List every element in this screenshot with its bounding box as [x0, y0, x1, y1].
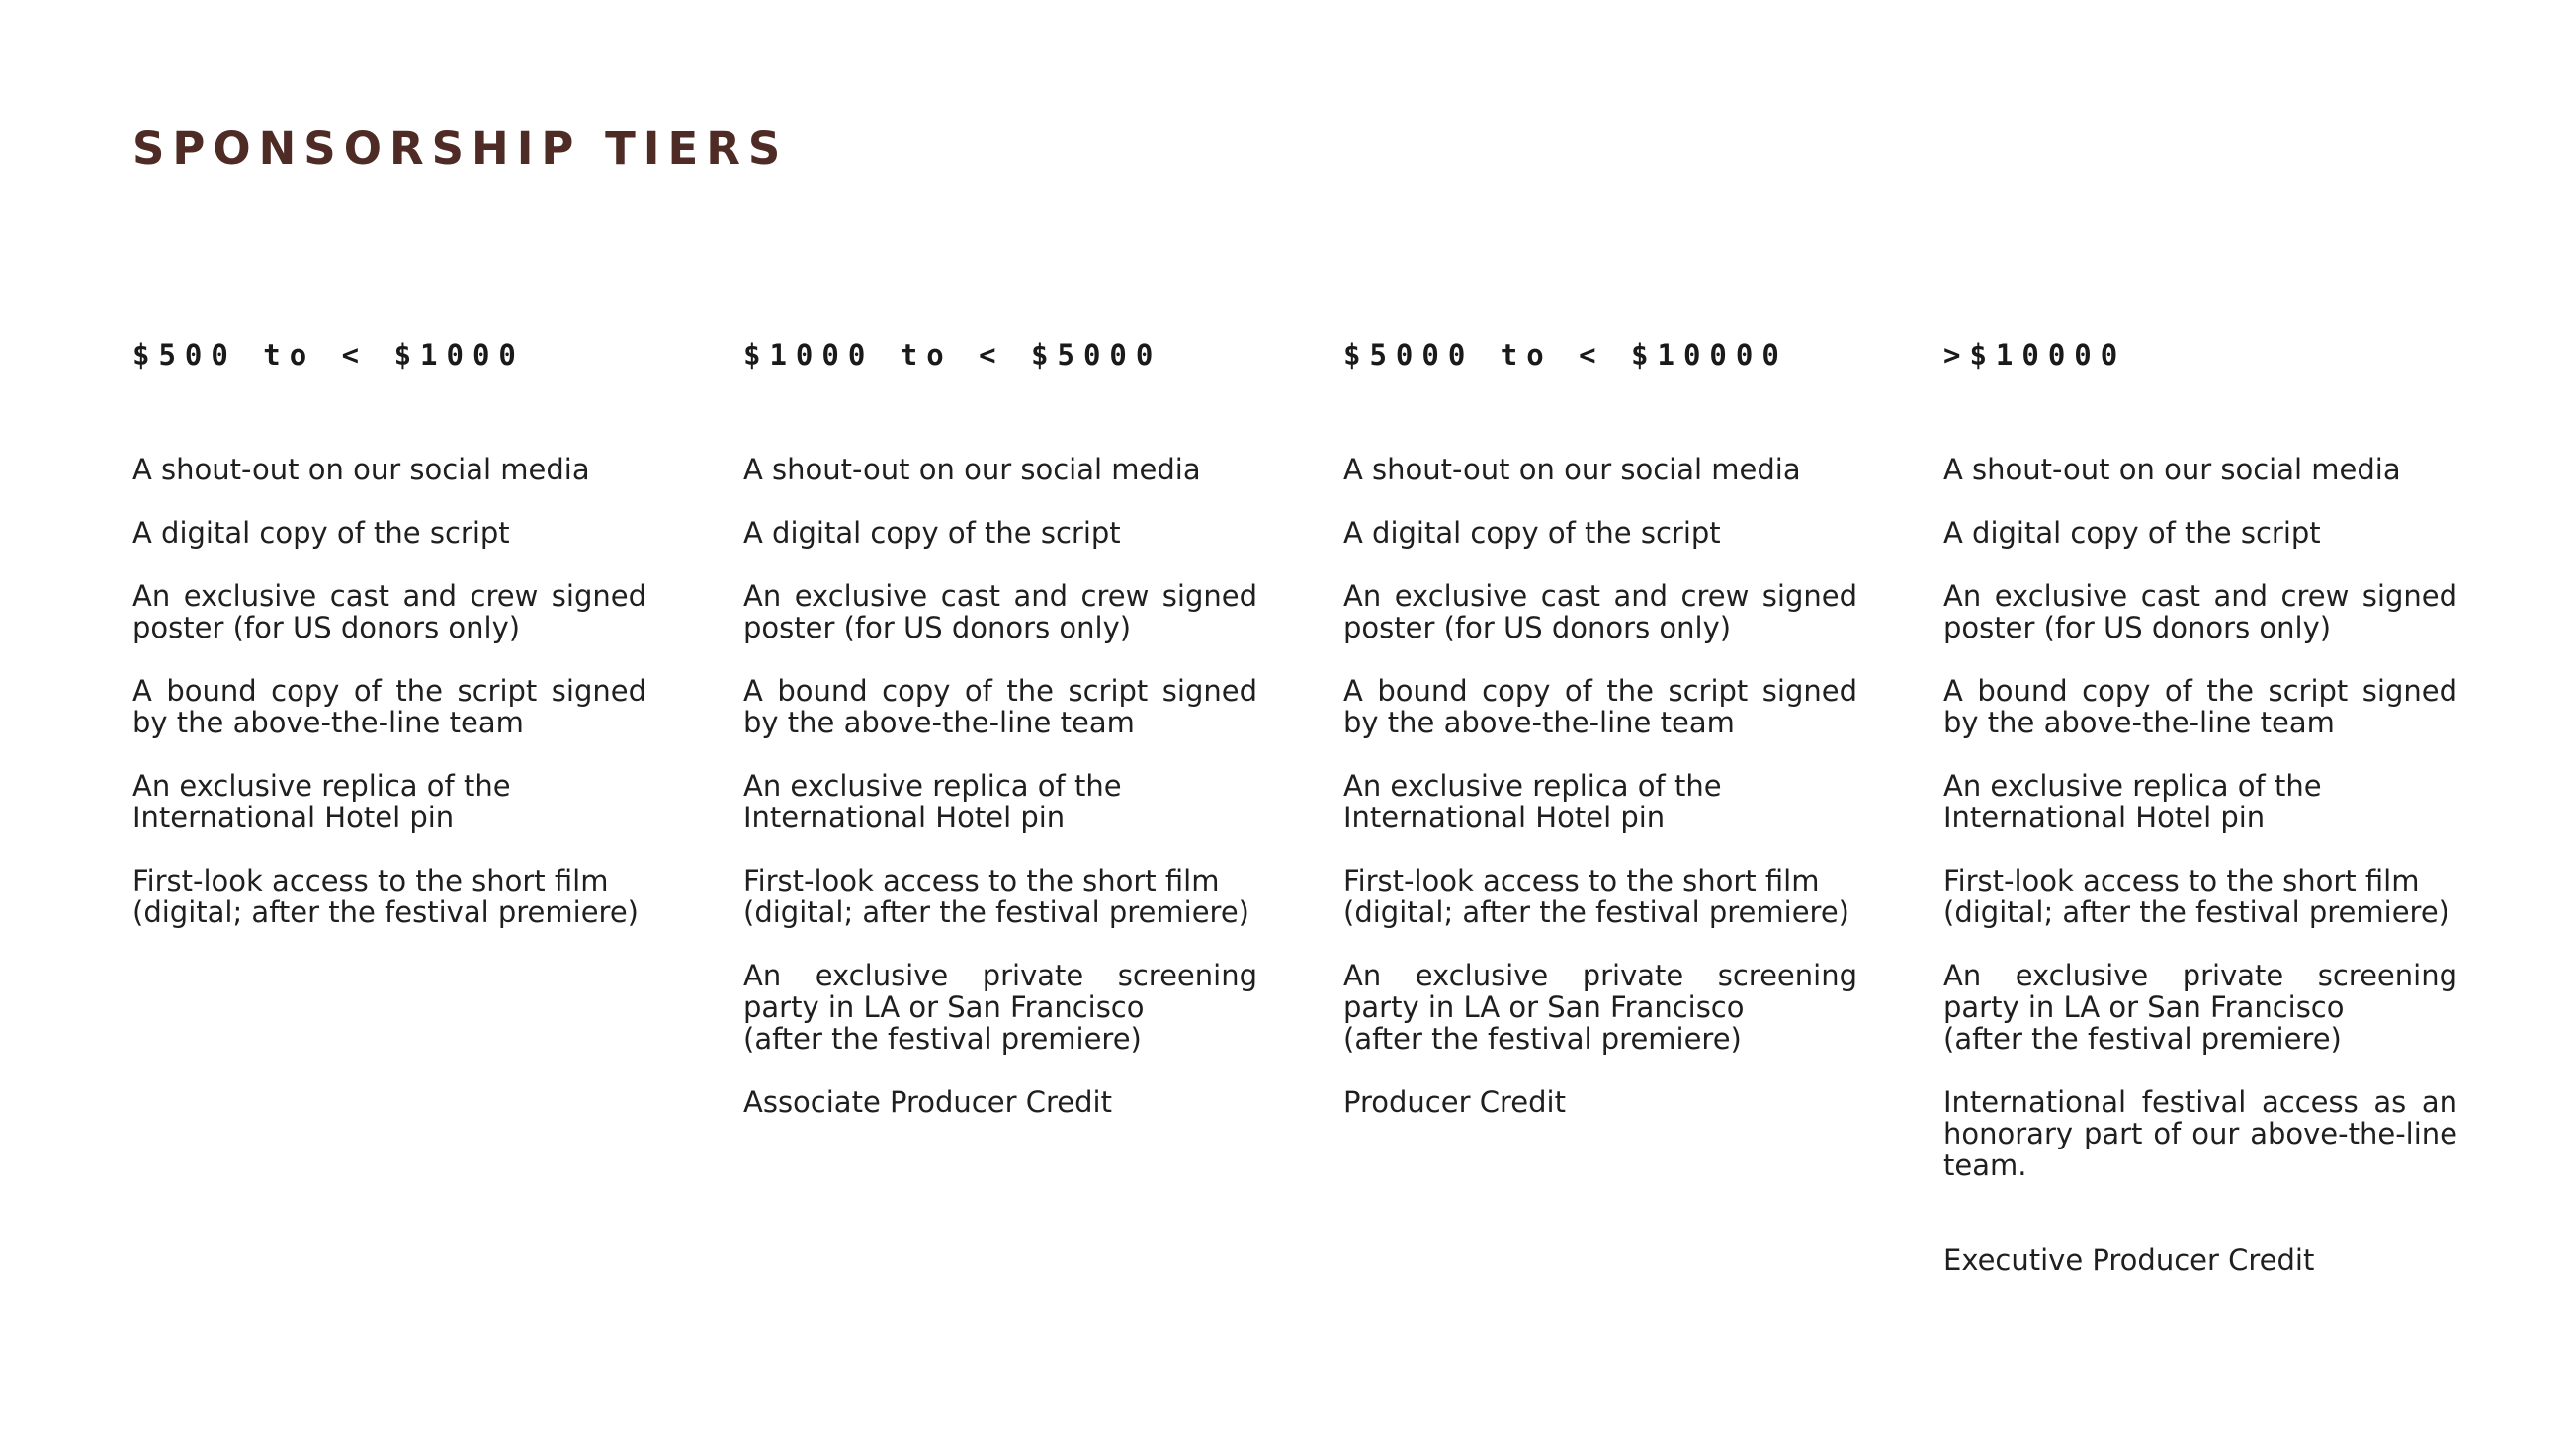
benefit-item: First-look access to the short film (digital; after the festival premiere)	[1943, 864, 2449, 929]
tier-heading: >$10000	[1943, 338, 2127, 372]
tier-column-500	[132, 338, 646, 960]
benefit-item: An exclusive cast and crew signed poster (for US donors only)	[743, 579, 1257, 644]
benefit-list	[132, 454, 646, 928]
benefit-list	[1343, 454, 1857, 1118]
tier-heading: $500 to < $1000	[132, 338, 525, 372]
benefit-item: A bound copy of the script signed by the above-the-line team	[1943, 674, 2457, 739]
tier-heading: $5000 to < $10000	[1343, 338, 1788, 372]
benefit-item: A digital copy of the script	[743, 516, 1121, 550]
benefit-item: Executive Producer Credit	[1943, 1243, 2315, 1277]
benefit-item: A digital copy of the script	[1943, 516, 2321, 550]
tier-column-10000	[1943, 338, 2457, 1308]
benefit-item: Associate Producer Credit	[743, 1085, 1112, 1119]
benefit-item: An exclusive replica of the International Hotel pin	[1343, 769, 1722, 834]
benefit-item: A bound copy of the script signed by the above-the-line team	[743, 674, 1257, 739]
benefit-item: An exclusive private screening party in LA or San Francisco (after the festival premiere)	[1343, 959, 1857, 1056]
benefit-item: An exclusive private screening party in LA or San Francisco (after the festival premiere)	[1943, 959, 2457, 1056]
benefit-item: An exclusive replica of the International Hotel pin	[1943, 769, 2322, 834]
benefit-item: A bound copy of the script signed by the above-the-line team	[132, 674, 646, 739]
benefit-item: A shout-out on our social media	[1943, 453, 2401, 486]
benefit-item: Producer Credit	[1343, 1085, 1566, 1119]
benefit-list	[743, 454, 1257, 1118]
tier-column-1000	[743, 338, 1257, 1149]
benefit-item: International festival access as an honorary part of our above-the-line team.	[1943, 1085, 2457, 1182]
benefit-item: A digital copy of the script	[132, 516, 510, 550]
tier-heading: $1000 to < $5000	[743, 338, 1162, 372]
benefit-item: An exclusive replica of the International Hotel pin	[743, 769, 1122, 834]
benefit-item: A shout-out on our social media	[1343, 453, 1801, 486]
page-title: SPONSORSHIP TIERS	[132, 123, 789, 175]
benefit-item: An exclusive cast and crew signed poster (for US donors only)	[1943, 579, 2457, 644]
benefit-item: A bound copy of the script signed by the above-the-line team	[1343, 674, 1857, 739]
benefit-item: An exclusive cast and crew signed poster (for US donors only)	[132, 579, 646, 644]
benefit-item: An exclusive cast and crew signed poster (for US donors only)	[1343, 579, 1857, 644]
benefit-item: First-look access to the short film (digital; after the festival premiere)	[1343, 864, 1849, 929]
tier-column-5000	[1343, 338, 1857, 1149]
benefit-item: First-look access to the short film (digital; after the festival premiere)	[132, 864, 639, 929]
benefit-item: An exclusive replica of the International Hotel pin	[132, 769, 511, 834]
benefit-item: A shout-out on our social media	[132, 453, 590, 486]
benefit-item: A digital copy of the script	[1343, 516, 1721, 550]
benefit-item: A shout-out on our social media	[743, 453, 1201, 486]
benefit-item: An exclusive private screening party in LA or San Francisco (after the festival premiere)	[743, 959, 1257, 1056]
benefit-item: First-look access to the short film (digital; after the festival premiere)	[743, 864, 1249, 929]
benefit-list	[1943, 454, 2457, 1276]
